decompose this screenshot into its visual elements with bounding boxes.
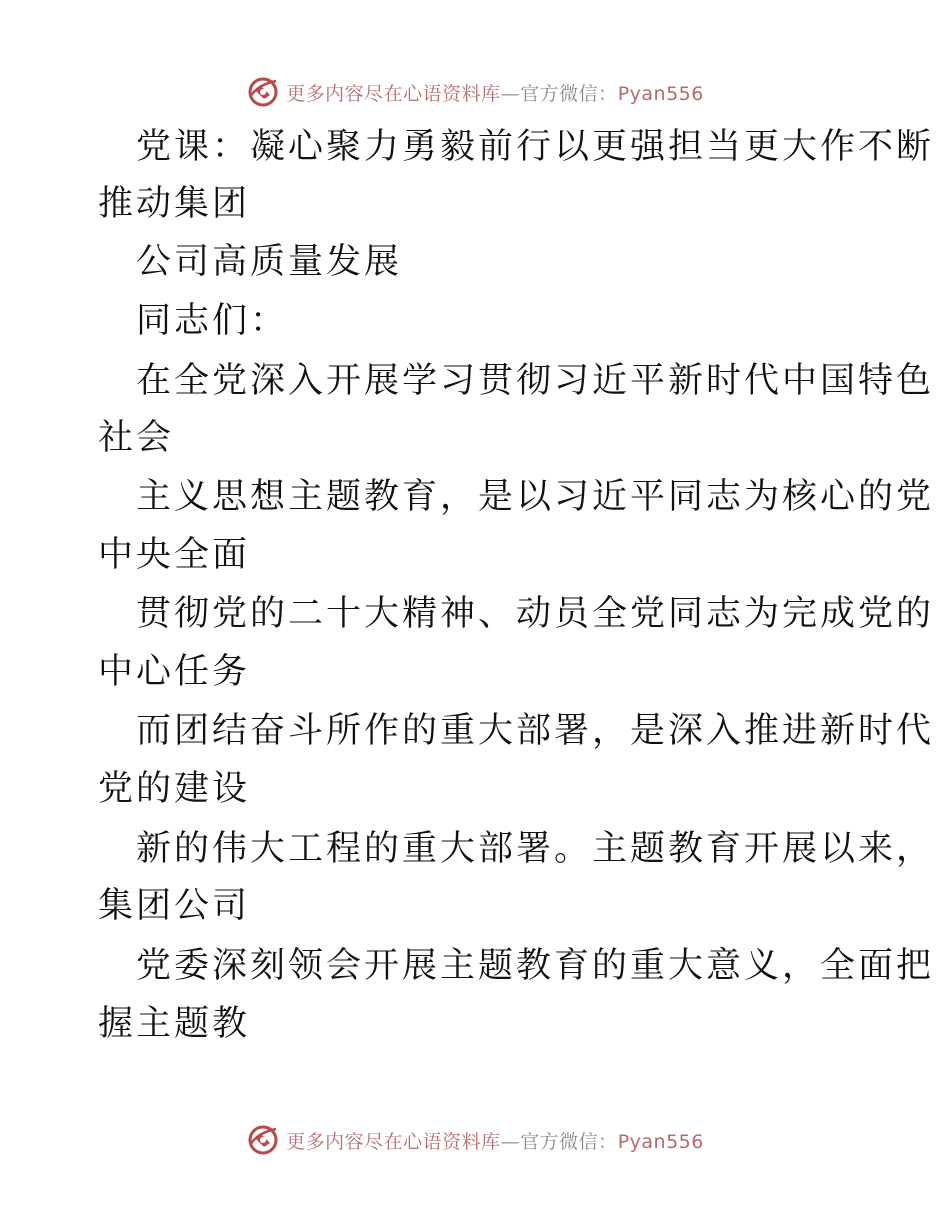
document-line: 同志们： bbox=[136, 301, 289, 341]
document-line: 握主题教 bbox=[98, 1004, 251, 1044]
watermark-wechat-label: 官方微信： bbox=[520, 82, 618, 105]
pen-logo-icon bbox=[246, 1123, 280, 1157]
watermark-main-text: 更多内容尽在心语资料库 bbox=[286, 1130, 501, 1153]
document-line: 公司高质量发展 bbox=[136, 242, 403, 282]
document-line: 推动集团 bbox=[98, 184, 251, 224]
watermark-wechat-id: Pyan556 bbox=[617, 1130, 704, 1153]
document-line: 党的建设 bbox=[98, 769, 251, 809]
document-line: 而团结奋斗所作的重大部署，是深入推进新时代 bbox=[136, 711, 935, 751]
document-line: 集团公司 bbox=[98, 886, 251, 926]
watermark-wechat-id: Pyan556 bbox=[617, 82, 704, 105]
watermark-main-text: 更多内容尽在心语资料库 bbox=[286, 82, 501, 105]
document-line: 党委深刻领会开展主题教育的重大意义，全面把 bbox=[136, 946, 935, 986]
document-line: 新的伟大工程的重大部署。主题教育开展以来， bbox=[136, 829, 935, 869]
document-line: 中心任务 bbox=[98, 652, 251, 692]
document-line: 中央全面 bbox=[98, 535, 251, 575]
watermark-wechat-label: 官方微信： bbox=[520, 1130, 618, 1153]
watermark-text bbox=[286, 1127, 704, 1154]
document-line: 贯彻党的二十大精神、动员全党同志为完成党的 bbox=[136, 594, 935, 634]
footer-watermark bbox=[0, 1120, 950, 1160]
watermark-dash: — bbox=[500, 82, 521, 105]
document-line: 在全党深入开展学习贯彻习近平新时代中国特色 bbox=[136, 361, 935, 401]
watermark-dash: — bbox=[500, 1130, 521, 1153]
document-line: 党课：凝心聚力勇毅前行以更强担当更大作不断 bbox=[136, 127, 935, 167]
document-line: 社会 bbox=[98, 418, 175, 458]
document-line: 主义思想主题教育，是以习近平同志为核心的党 bbox=[136, 477, 935, 517]
